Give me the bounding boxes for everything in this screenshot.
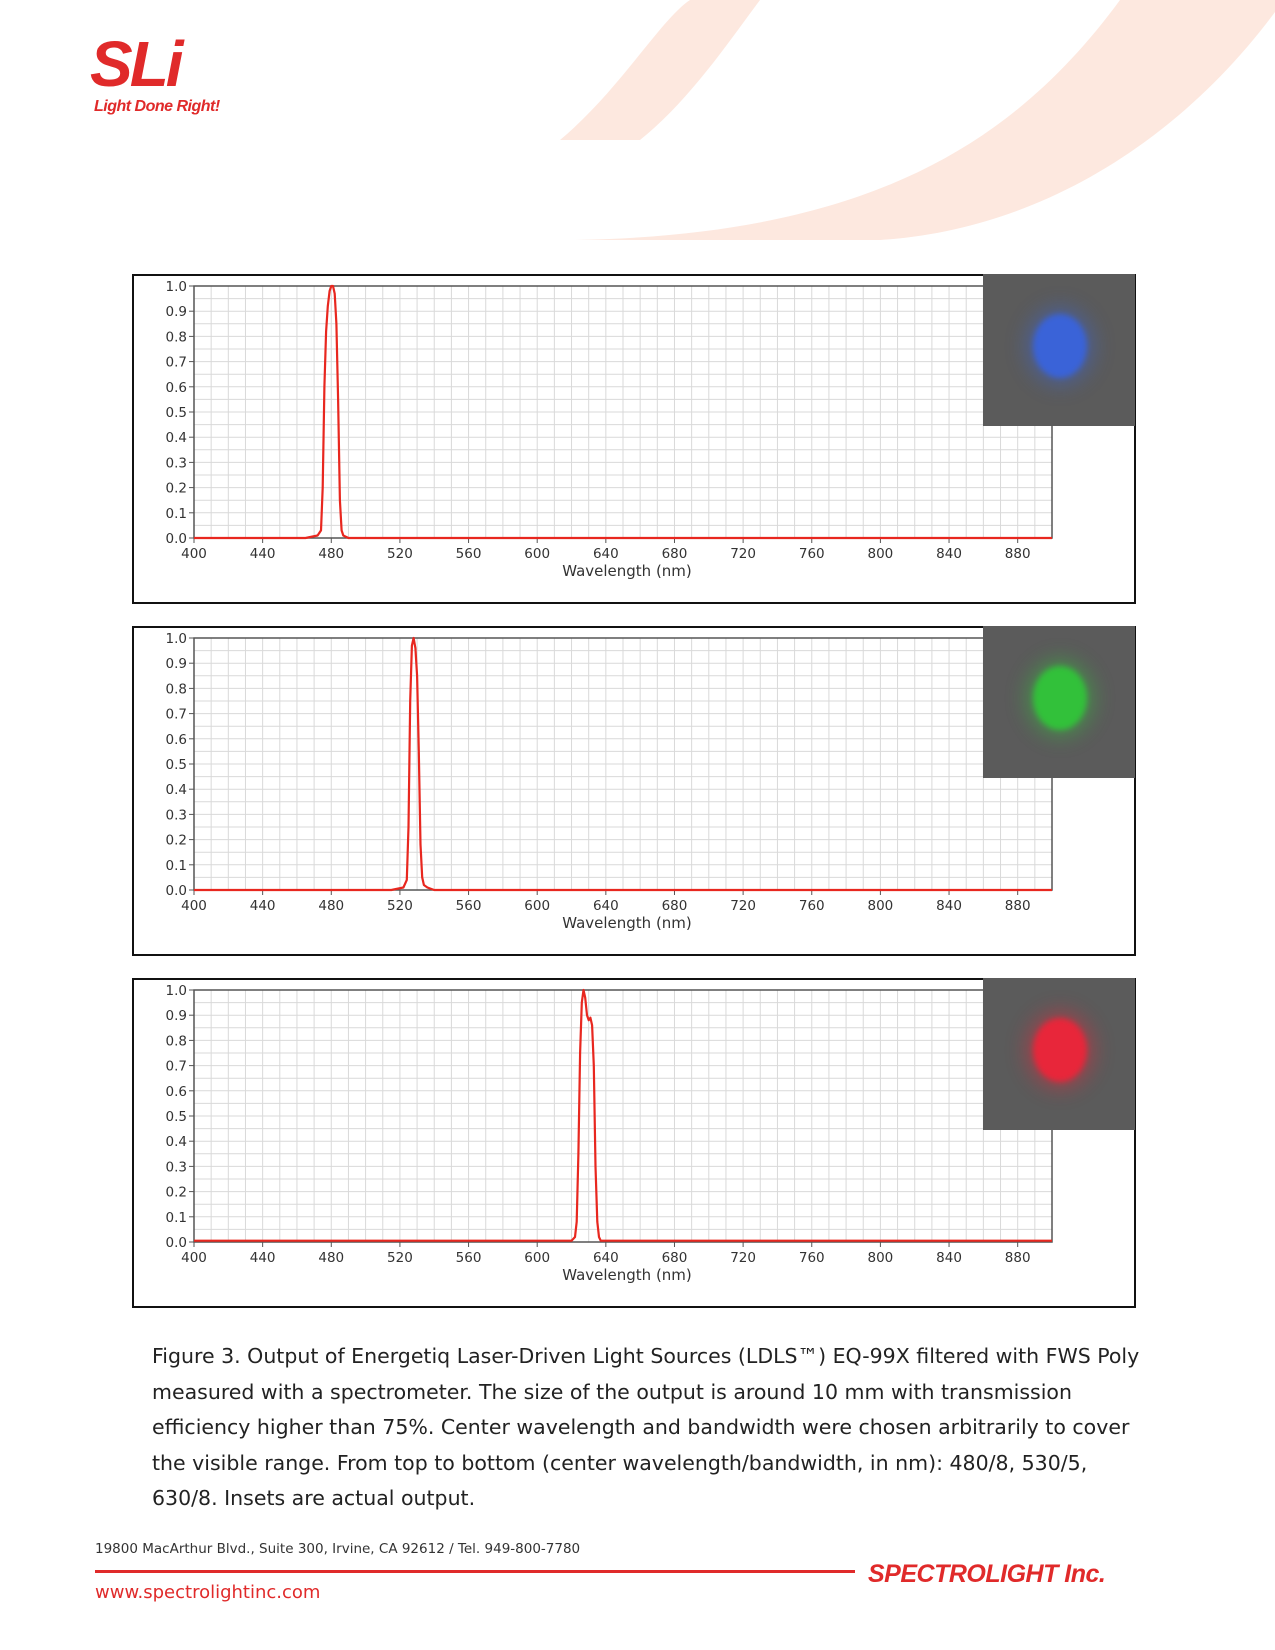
x-tick-label: 600 [524, 898, 551, 914]
x-tick-label: 560 [455, 898, 482, 914]
y-tick-label: 0.4 [165, 782, 187, 799]
x-tick-label: 480 [318, 546, 345, 562]
x-tick-label: 800 [867, 898, 894, 914]
x-tick-label: 880 [1004, 1250, 1031, 1266]
inset-photo-red [983, 978, 1135, 1130]
y-tick-label: 0.9 [165, 1008, 187, 1025]
y-tick-label: 0.1 [165, 505, 187, 522]
y-tick-label: 0.3 [165, 1159, 187, 1176]
y-tick-label: 0.6 [165, 379, 187, 396]
x-tick-label: 680 [661, 1250, 688, 1266]
x-axis-label: Wavelength (nm) [562, 562, 692, 580]
x-tick-label: 720 [730, 1250, 757, 1266]
x-tick-label: 600 [524, 546, 551, 562]
y-tick-label: 0.7 [165, 354, 187, 371]
y-tick-label: 0.7 [165, 706, 187, 723]
y-tick-label: 0.9 [165, 656, 187, 673]
y-tick-label: 0.2 [165, 480, 187, 497]
y-tick-label: 0.3 [165, 455, 187, 472]
x-tick-label: 760 [798, 546, 825, 562]
y-tick-label: 0.7 [165, 1058, 187, 1075]
footer-divider [95, 1570, 855, 1573]
x-tick-label: 640 [592, 898, 619, 914]
y-tick-label: 0.5 [165, 757, 187, 773]
y-tick-label: 1.0 [165, 279, 187, 295]
inset-photo-green [983, 626, 1135, 778]
x-tick-label: 560 [455, 1250, 482, 1266]
y-tick-label: 0.0 [165, 883, 187, 899]
x-tick-label: 680 [661, 898, 688, 914]
x-tick-label: 440 [249, 898, 276, 914]
y-tick-label: 0.3 [165, 807, 187, 824]
x-tick-label: 760 [798, 1250, 825, 1266]
logo-slogan: Light Done Right! [94, 98, 220, 115]
x-tick-label: 600 [524, 1250, 551, 1266]
x-tick-label: 480 [318, 1250, 345, 1266]
y-tick-label: 0.0 [165, 1235, 187, 1251]
y-tick-label: 0.6 [165, 1083, 187, 1100]
x-tick-label: 880 [1004, 898, 1031, 914]
y-tick-label: 0.5 [165, 1109, 187, 1125]
x-tick-label: 800 [867, 546, 894, 562]
y-tick-label: 0.9 [165, 304, 187, 321]
red-light-spot [1033, 1018, 1087, 1082]
y-tick-label: 0.6 [165, 731, 187, 748]
x-tick-label: 640 [592, 546, 619, 562]
inset-photo-blue [983, 274, 1135, 426]
x-tick-label: 520 [387, 546, 413, 562]
y-tick-label: 1.0 [165, 983, 187, 999]
x-tick-label: 640 [592, 1250, 619, 1266]
y-tick-label: 0.2 [165, 832, 187, 849]
x-tick-label: 400 [181, 1250, 207, 1266]
x-axis-label: Wavelength (nm) [562, 914, 692, 932]
footer-website-link[interactable]: www.spectrolightinc.com [95, 1582, 321, 1603]
x-tick-label: 720 [730, 898, 757, 914]
x-tick-label: 480 [318, 898, 345, 914]
y-tick-label: 0.4 [165, 430, 187, 447]
x-axis-label: Wavelength (nm) [562, 1266, 692, 1284]
footer-company-name: SPECTROLIGHT Inc. [868, 1560, 1106, 1588]
y-tick-label: 0.1 [165, 1209, 187, 1226]
y-tick-label: 0.2 [165, 1184, 187, 1201]
x-tick-label: 840 [936, 1250, 962, 1266]
y-tick-label: 0.5 [165, 405, 187, 421]
x-tick-label: 760 [798, 898, 825, 914]
y-tick-label: 0.8 [165, 1033, 187, 1050]
blue-light-spot [1033, 314, 1087, 378]
footer-address: 19800 MacArthur Blvd., Suite 300, Irvine, CA 92612 / Tel. 949-800-7780 [95, 1541, 581, 1557]
figure-caption: Figure 3. Output of Energetiq Laser-Driven Light Sources (LDLS™) EQ-99X filtered with FWS Poly measured with a spectrometer. The size of the output is around 10 mm with transmission efficiency higher than 75%. Center wavelength and bandwidth were chosen arbitrarily to cover the visible range. From top to bottom (center wavelength/bandwidth, in nm): 480/8, 530/5, 630/8. Insets are actual output. [152, 1344, 1140, 1510]
x-tick-label: 440 [249, 1250, 276, 1266]
x-tick-label: 840 [936, 898, 962, 914]
y-tick-label: 1.0 [165, 631, 187, 647]
x-tick-label: 880 [1004, 546, 1031, 562]
x-tick-label: 520 [387, 898, 413, 914]
x-tick-label: 400 [181, 546, 207, 562]
y-tick-label: 0.0 [165, 531, 187, 547]
y-tick-label: 0.8 [165, 681, 187, 698]
green-light-spot [1033, 666, 1087, 730]
x-tick-label: 520 [387, 1250, 413, 1266]
x-tick-label: 720 [730, 546, 757, 562]
y-tick-label: 0.4 [165, 1134, 187, 1151]
y-tick-label: 0.8 [165, 329, 187, 346]
x-tick-label: 840 [936, 546, 962, 562]
x-tick-label: 400 [181, 898, 207, 914]
y-tick-label: 0.1 [165, 857, 187, 874]
company-logo [90, 28, 290, 122]
x-tick-label: 680 [661, 546, 688, 562]
x-tick-label: 560 [455, 546, 482, 562]
x-tick-label: 800 [867, 1250, 894, 1266]
logo-text: SLi [90, 28, 181, 100]
x-tick-label: 440 [249, 546, 276, 562]
